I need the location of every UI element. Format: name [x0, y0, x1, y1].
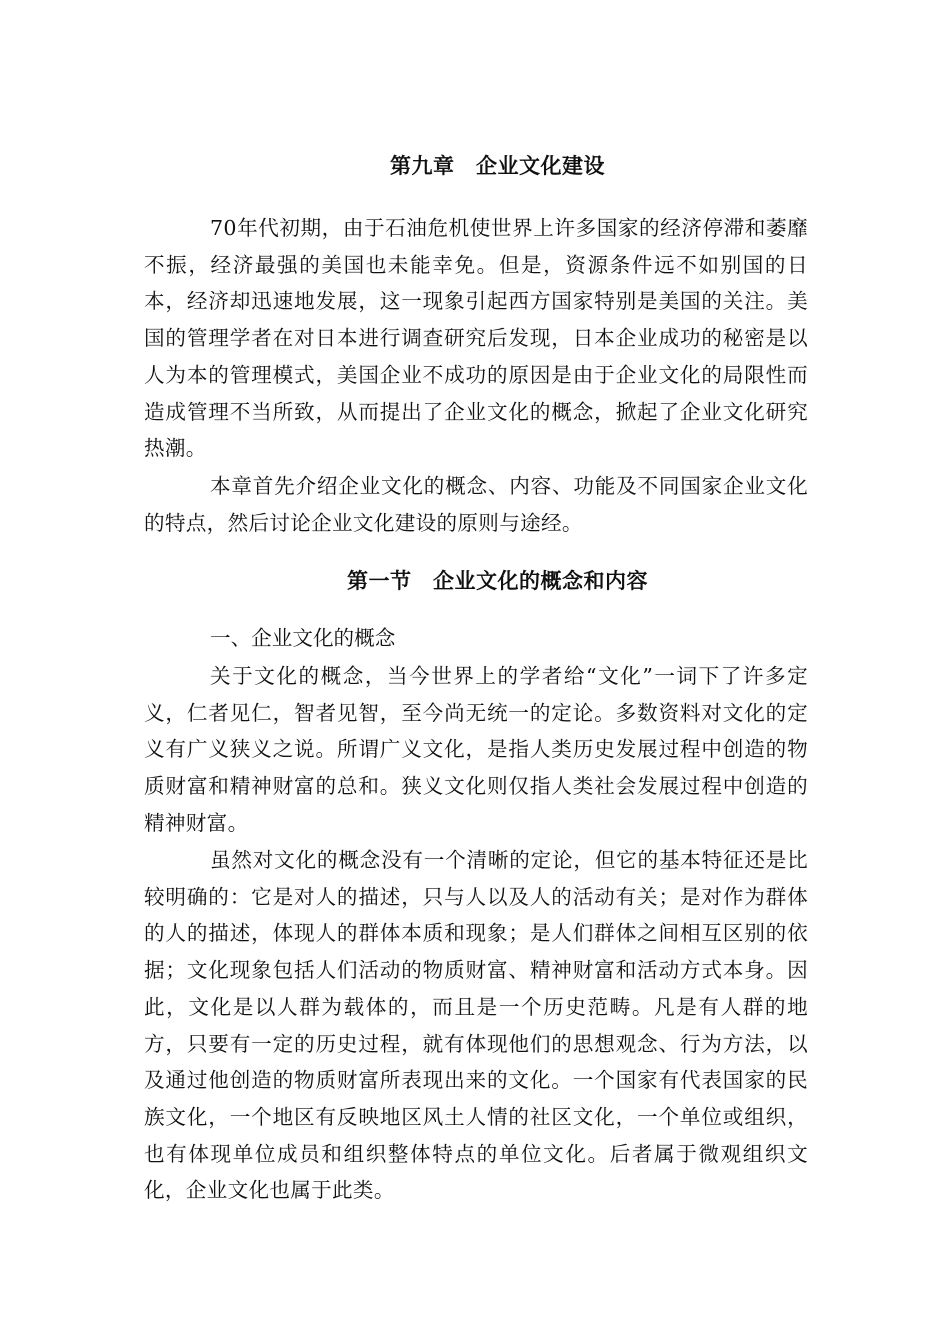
- section-paragraph-1: 关于文化的概念，当今世界上的学者给“文化”一词下了许多定义，仁者见仁，智者见智，至今尚无统一的定论。多数资料对文化的定义有广义狭义之说。所谓广义文化，是指人类历史发展过程中创造的物质财富和精神财富的总和。狭义文化则仅指人类社会发展过程中创造的精神财富。: [144, 664, 808, 835]
- chapter-title: 第九章 企业文化建设: [390, 153, 605, 178]
- intro-paragraph-1: 70年代初期，由于石油危机使世界上许多国家的经济停滞和萎靡不振，经济最强的美国也未能幸免。但是，资源条件远不如别国的日本，经济却迅速地发展，这一现象引起西方国家特别是美国的关注。美国的管理学者在对日本进行调查研究后发现，日本企业成功的秘密是以人为本的管理模式，美国企业不成功的原因是由于企业文化的局限性而造成管理不当所致，从而提出了企业文化的概念，掀起了企业文化研究热潮。: [144, 216, 808, 461]
- intro-paragraph-2: 本章首先介绍企业文化的概念、内容、功能及不同国家企业文化的特点，然后讨论企业文化建设的原则与途经。: [144, 474, 808, 535]
- section-title: 第一节 企业文化的概念和内容: [347, 568, 648, 593]
- subheading: 一、企业文化的概念: [210, 626, 396, 650]
- section-paragraph-2: 虽然对文化的概念没有一个清晰的定论，但它的基本特征还是比较明确的：它是对人的描述，只与人以及人的活动有关；是对作为群体的人的描述，体现人的群体本质和现象；是人们群体之间相互区别的依据；文化现象包括人们活动的物质财富、精神财富和活动方式本身。因此，文化是以人群为载体的，而且是一个历史范畴。凡是有人群的地方，只要有一定的历史过程，就有体现他们的思想观念、行为方法，以及通过他创造的物质财富所表现出来的文化。一个国家有代表国家的民族文化，一个地区有反映地区风土人情的社区文化，一个单位或组织，也有体现单位成员和组织整体特点的单位文化。后者属于微观组织文化，企业文化也属于此类。: [144, 848, 808, 1203]
